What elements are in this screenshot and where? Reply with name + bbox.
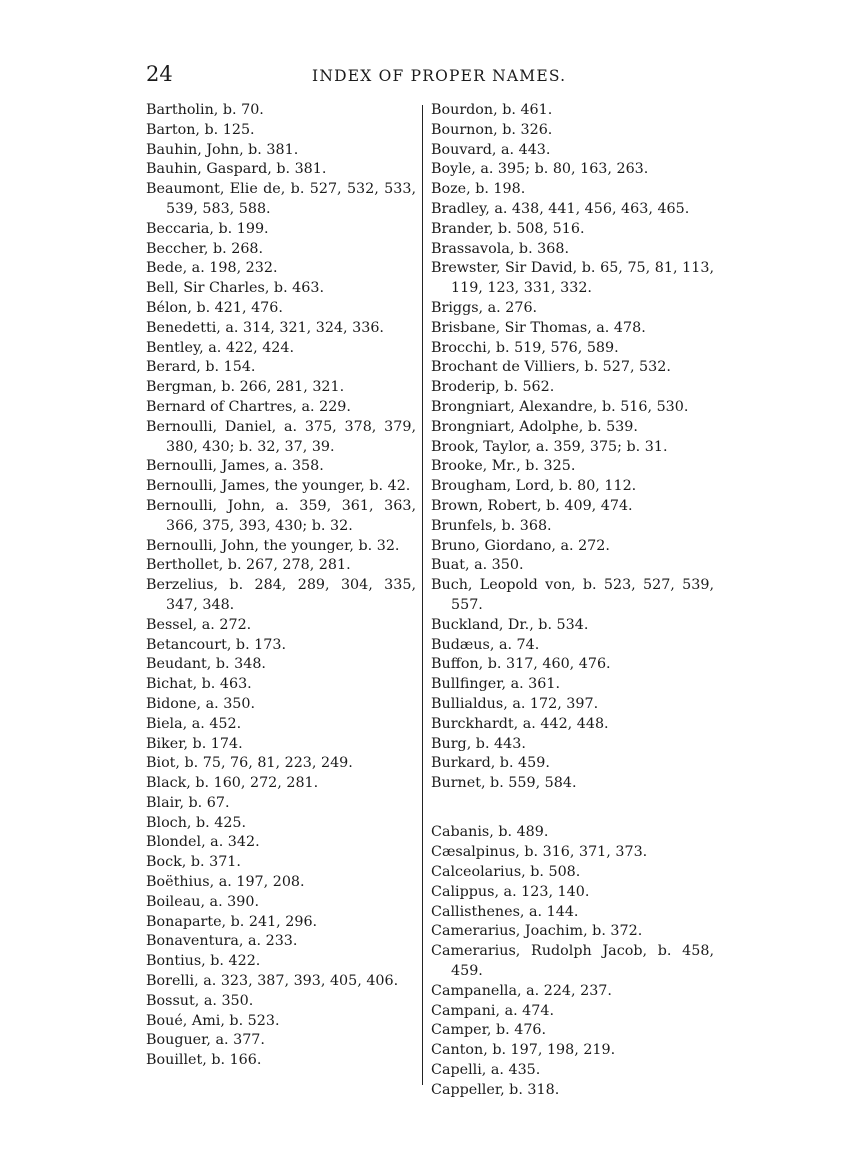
- index-entry: Biot, b. 75, 76, 81, 223, 249.: [146, 755, 353, 772]
- index-entry: Bradley, a. 438, 441, 456, 463, 465.: [431, 200, 690, 217]
- index-entry: Cabanis, b. 489.: [431, 824, 549, 841]
- index-entry: Burnet, b. 559, 584.: [431, 775, 577, 792]
- index-entry: Briggs, a. 276.: [431, 299, 538, 316]
- index-entry: Bauhin, John, b. 381.: [146, 141, 299, 158]
- index-entry: Beaumont, Elie de, b. 527, 532, 533, 539, 583, 588.: [146, 181, 416, 217]
- index-entry: Cæsalpinus, b. 316, 371, 373.: [431, 844, 648, 861]
- index-entry: Bruno, Giordano, a. 272.: [431, 537, 610, 554]
- index-entry: Bauhin, Gaspard, b. 381.: [146, 161, 327, 178]
- index-entry: Brewster, Sir David, b. 65, 75, 81, 113, 119, 123, 331, 332.: [431, 260, 714, 297]
- index-entry: Bernoulli, John, the younger, b. 32.: [146, 537, 400, 554]
- index-entry: Campanella, a. 224, 237.: [431, 982, 612, 999]
- index-entry: Beccher, b. 268.: [146, 240, 264, 257]
- index-entry: Burckhardt, a. 442, 448.: [431, 715, 609, 732]
- index-entry: Bloch, b. 425.: [146, 814, 247, 831]
- letter-gap: [431, 794, 714, 824]
- index-entry: Bergman, b. 266, 281, 321.: [146, 379, 345, 396]
- index-entry: Burkard, b. 459.: [431, 755, 550, 772]
- index-entry: Camerarius, Joachim, b. 372.: [431, 923, 643, 940]
- index-entry: Brunfels, b. 368.: [431, 517, 552, 534]
- index-entry: Cappeller, b. 318.: [431, 1081, 560, 1098]
- index-entry: Bartholin, b. 70.: [146, 102, 264, 118]
- index-entry: Canton, b. 197, 198, 219.: [431, 1042, 616, 1059]
- index-entry: Bernard of Chartres, a. 229.: [146, 398, 351, 415]
- index-entry: Bentley, a. 422, 424.: [146, 339, 295, 356]
- index-entry: Brander, b. 508, 516.: [431, 220, 585, 237]
- index-entry: Berzelius, b. 284, 289, 304, 335, 347, 348.: [146, 577, 416, 613]
- index-entry: Brochant de Villiers, b. 527, 532.: [431, 359, 671, 376]
- index-entry: Benedetti, a. 314, 321, 324, 336.: [146, 319, 384, 336]
- index-entry: Calippus, a. 123, 140.: [431, 883, 590, 900]
- index-entry: Black, b. 160, 272, 281.: [146, 775, 319, 792]
- index-entry: Bouvard, a. 443.: [431, 141, 551, 158]
- index-entry: Beudant, b. 348.: [146, 656, 266, 673]
- index-entry: Burg, b. 443.: [431, 735, 526, 752]
- index-entry: Berthollet, b. 267, 278, 281.: [146, 557, 351, 574]
- index-entry: Bossut, a. 350.: [146, 992, 254, 1009]
- index-entry: Berard, b. 154.: [146, 359, 256, 376]
- index-entry: Calceolarius, b. 508.: [431, 863, 581, 880]
- index-entry: Bede, a. 198, 232.: [146, 260, 278, 277]
- index-entry: Bélon, b. 421, 476.: [146, 299, 283, 316]
- index-entry: Brougham, Lord, b. 80, 112.: [431, 478, 637, 495]
- index-group-c: [431, 823, 714, 1100]
- index-entry: Barton, b. 125.: [146, 121, 255, 138]
- index-entry: Borelli, a. 323, 387, 393, 405, 406.: [146, 973, 399, 990]
- index-entry: Brongniart, Alexandre, b. 516, 530.: [431, 398, 689, 415]
- index-entry: Bourdon, b. 461.: [431, 102, 553, 118]
- index-entry: Callisthenes, a. 144.: [431, 903, 579, 920]
- index-entry: Buch, Leopold von, b. 523, 527, 539, 557.: [431, 577, 714, 613]
- index-entry: Buffon, b. 317, 460, 476.: [431, 656, 611, 673]
- index-entry: Beccaria, b. 199.: [146, 220, 269, 237]
- index-entry: Bonaparte, b. 241, 296.: [146, 913, 318, 930]
- index-entry: Bell, Sir Charles, b. 463.: [146, 280, 324, 297]
- index-entry: Biker, b. 174.: [146, 735, 243, 752]
- index-entry: Bernoulli, James, a. 358.: [146, 458, 324, 475]
- index-entry: Brassavola, b. 368.: [431, 240, 570, 257]
- index-entry: Buat, a. 350.: [431, 557, 524, 574]
- index-entry: Boze, b. 198.: [431, 181, 526, 198]
- index-entry: Campani, a. 474.: [431, 1002, 555, 1019]
- index-entry: Bouillet, b. 166.: [146, 1052, 262, 1069]
- index-column-right: [431, 101, 714, 1101]
- index-entry: Brocchi, b. 519, 576, 589.: [431, 339, 619, 356]
- index-entry: Bernoulli, John, a. 359, 361, 363, 366, 375, 393, 430; b. 32.: [146, 497, 416, 534]
- index-entry: Brongniart, Adolphe, b. 539.: [431, 418, 638, 435]
- index-entry: Betancourt, b. 173.: [146, 636, 287, 653]
- index-entry: Budæus, a. 74.: [431, 636, 540, 653]
- index-entry: Bouguer, a. 377.: [146, 1032, 265, 1049]
- index-entry: Biela, a. 452.: [146, 715, 242, 732]
- index-entry: Capelli, a. 435.: [431, 1061, 541, 1078]
- index-entry: Brisbane, Sir Thomas, a. 478.: [431, 319, 646, 336]
- index-entry: Brook, Taylor, a. 359, 375; b. 31.: [431, 438, 668, 455]
- index-entry: Camper, b. 476.: [431, 1022, 547, 1039]
- index-entry: Boyle, a. 395; b. 80, 163, 263.: [431, 161, 649, 178]
- index-entry: Boileau, a. 390.: [146, 893, 259, 910]
- index-entry: Bernoulli, Daniel, a. 375, 378, 379, 380, 430; b. 32, 37, 39.: [146, 418, 416, 455]
- page-number: 24: [146, 62, 173, 86]
- index-entry: Camerarius, Rudolph Jacob, b. 458, 459.: [431, 943, 714, 979]
- index-entry: Brown, Robert, b. 409, 474.: [431, 497, 633, 514]
- index-entry: Buckland, Dr., b. 534.: [431, 616, 589, 633]
- index-entry: Bessel, a. 272.: [146, 616, 252, 633]
- index-entry: Bonaventura, a. 233.: [146, 933, 298, 950]
- index-entry: Bullialdus, a. 172, 397.: [431, 695, 599, 712]
- index-entry: Brooke, Mr., b. 325.: [431, 458, 576, 475]
- index-entry: Bernoulli, James, the younger, b. 42.: [146, 478, 411, 495]
- running-head: INDEX OF PROPER NAMES.: [312, 67, 567, 85]
- index-entry: Bontius, b. 422.: [146, 953, 261, 970]
- index-column-left: [146, 101, 416, 1071]
- index-entry: Bichat, b. 463.: [146, 676, 252, 693]
- index-entry: Boué, Ami, b. 523.: [146, 1012, 280, 1029]
- index-entry: Blair, b. 67.: [146, 794, 230, 811]
- index-entry: Broderip, b. 562.: [431, 379, 555, 396]
- index-entry: Bock, b. 371.: [146, 854, 241, 871]
- index-entry: Boëthius, a. 197, 208.: [146, 874, 305, 891]
- index-group-b: [431, 101, 714, 794]
- index-entry: Blondel, a. 342.: [146, 834, 260, 851]
- index-entry: Bournon, b. 326.: [431, 121, 553, 138]
- index-entry: Bullfinger, a. 361.: [431, 676, 561, 693]
- column-divider: [422, 105, 423, 1085]
- index-entry: Bidone, a. 350.: [146, 695, 256, 712]
